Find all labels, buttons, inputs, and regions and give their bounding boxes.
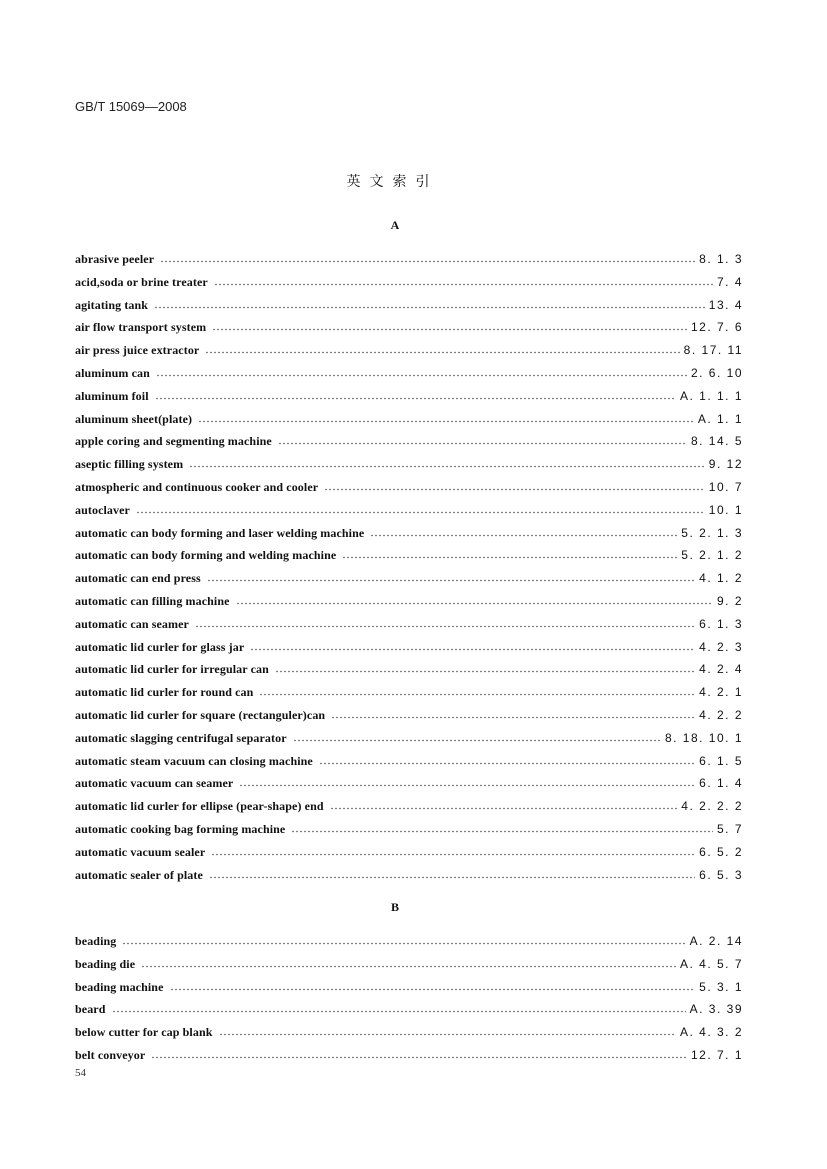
clause-reference: 12. 7. 6 — [690, 320, 743, 335]
index-entry — [75, 525, 743, 541]
dot-leader — [112, 1001, 686, 1013]
index-term: aluminum foil — [75, 388, 149, 403]
index-entry — [75, 479, 743, 495]
clause-reference: A. 2. 14 — [689, 934, 743, 948]
index-entry — [75, 388, 743, 404]
index-term: belt conveyor — [75, 1048, 146, 1062]
clause-reference: 6. 1. 3 — [699, 616, 743, 631]
dot-leader — [293, 730, 661, 742]
index-term: abrasive peeler — [75, 252, 155, 266]
index-entry — [75, 593, 743, 609]
index-entry — [75, 547, 743, 563]
dot-leader — [154, 297, 705, 309]
dot-leader — [319, 753, 695, 765]
dot-leader — [151, 1047, 687, 1059]
dot-leader — [209, 867, 695, 879]
index-term: automatic can end press — [75, 571, 201, 586]
dot-leader — [122, 933, 685, 945]
index-entry — [75, 297, 743, 313]
index-term: aluminum can — [75, 366, 150, 380]
clause-reference: 5. 3. 1 — [699, 979, 743, 994]
index-term: automatic can seamer — [75, 616, 189, 631]
clause-reference: 4. 2. 4 — [699, 662, 743, 677]
clause-reference: 5. 2. 1. 2 — [681, 548, 743, 563]
dot-leader — [160, 251, 695, 263]
index-entry — [75, 867, 743, 883]
index-entry — [75, 661, 743, 677]
index-entry — [75, 844, 743, 860]
index-entry — [75, 456, 743, 472]
index-entry — [75, 798, 743, 814]
index-entry — [75, 365, 743, 381]
clause-reference: 9. 12 — [708, 457, 743, 472]
clause-reference: 4. 2. 2. 2 — [681, 799, 743, 814]
index-term: automatic vacuum sealer — [75, 844, 206, 859]
clause-reference: 8. 18. 10. 1 — [664, 730, 743, 745]
dot-leader — [324, 479, 705, 491]
clause-reference: 5. 2. 1. 3 — [681, 525, 743, 540]
dot-leader — [330, 798, 678, 810]
index-entry — [75, 684, 743, 700]
index-entry — [75, 775, 743, 791]
index-entry — [75, 753, 743, 769]
clause-reference: 6. 1. 4 — [699, 776, 743, 791]
index-term: automatic cooking bag forming machine — [75, 822, 286, 836]
index-term: automatic sealer of plate — [75, 867, 203, 882]
clause-reference: 8. 14. 5 — [690, 434, 743, 449]
section-letter-b: B — [390, 900, 399, 914]
clause-reference: A. 4. 5. 7 — [679, 956, 743, 971]
clause-reference: 8. 1. 3 — [699, 252, 743, 266]
clause-reference: 5. 7 — [716, 822, 743, 836]
dot-leader — [370, 525, 677, 537]
index-entry — [75, 319, 743, 335]
index-term: aluminum sheet(plate) — [75, 411, 193, 426]
index-term: atmospheric and continuous cooker and cooler — [75, 480, 319, 494]
dot-leader — [207, 570, 695, 582]
index-entry — [75, 433, 743, 449]
dot-leader — [156, 365, 687, 377]
index-term: aseptic filling system — [75, 457, 184, 472]
clause-reference: 6. 1. 5 — [699, 753, 743, 768]
index-entry — [75, 821, 743, 837]
index-entry — [75, 707, 743, 723]
clause-reference: 6. 5. 3 — [699, 867, 743, 882]
index-entry — [75, 1001, 743, 1017]
clause-reference: 4. 2. 3 — [699, 639, 743, 654]
index-entry — [75, 274, 743, 290]
index-term: automatic lid curler for ellipse (pear-shape) end — [75, 799, 324, 814]
dot-leader — [239, 775, 695, 787]
clause-reference: 4. 2. 1 — [699, 685, 743, 700]
index-term: automatic lid curler for glass jar — [75, 639, 245, 654]
index-term: automatic lid curler for square (rectanguler)can — [75, 708, 326, 722]
dot-leader — [211, 844, 695, 856]
dot-leader — [141, 956, 676, 968]
dot-leader — [342, 547, 677, 559]
index-term: automatic can filling machine — [75, 594, 230, 608]
index-entry — [75, 1047, 743, 1063]
clause-reference: 2. 6. 10 — [690, 366, 743, 380]
index-term: acid,soda or brine treater — [75, 274, 208, 289]
dot-leader — [250, 639, 695, 651]
page-number: 54 — [75, 1067, 86, 1079]
clause-reference: 7. 4 — [716, 274, 743, 289]
clause-reference: 12. 7. 1 — [690, 1048, 743, 1062]
dot-leader — [331, 707, 695, 719]
index-entry — [75, 933, 743, 949]
index-entry — [75, 956, 743, 972]
dot-leader — [212, 319, 687, 331]
clause-reference: A. 1. 1 — [697, 411, 743, 426]
standard-code: GB/T 15069—2008 — [75, 99, 187, 114]
dot-leader — [189, 456, 705, 468]
index-term: automatic can body forming and laser welding machine — [75, 525, 365, 540]
clause-reference: 4. 2. 2 — [699, 708, 743, 722]
index-entry — [75, 730, 743, 746]
clause-reference: A. 1. 1. 1 — [679, 388, 743, 403]
index-entry — [75, 502, 743, 518]
clause-reference: 10. 1 — [708, 502, 743, 517]
index-term: automatic steam vacuum can closing machine — [75, 753, 313, 768]
index-term: automatic vacuum can seamer — [75, 776, 234, 791]
page-title: 英文索引 — [346, 174, 439, 190]
dot-leader — [278, 433, 687, 445]
index-term: air press juice extractor — [75, 343, 200, 358]
clause-reference: 9. 2 — [716, 594, 743, 608]
dot-leader — [136, 502, 705, 514]
dot-leader — [198, 411, 694, 423]
clause-reference: 8. 17. 11 — [683, 343, 743, 358]
index-term: agitating tank — [75, 297, 149, 312]
index-term: beard — [75, 1002, 106, 1017]
dot-leader — [219, 1024, 676, 1036]
index-term: beading die — [75, 956, 136, 971]
index-entry — [75, 411, 743, 427]
clause-reference: A. 4. 3. 2 — [679, 1025, 743, 1040]
index-term: automatic lid curler for round can — [75, 685, 254, 700]
index-term: beading — [75, 934, 117, 948]
index-entry — [75, 1024, 743, 1040]
index-entry — [75, 570, 743, 586]
index-entry — [75, 979, 743, 995]
clause-reference: 4. 1. 2 — [699, 571, 743, 586]
index-entry — [75, 616, 743, 632]
dot-leader — [214, 274, 713, 286]
dot-leader — [275, 661, 695, 673]
clause-reference: A. 3. 39 — [689, 1002, 743, 1017]
index-term: below cutter for cap blank — [75, 1025, 213, 1040]
section-letter-a: A — [390, 218, 400, 232]
index-term: air flow transport system — [75, 320, 207, 335]
index-term: beading machine — [75, 979, 164, 994]
dot-leader — [291, 821, 713, 833]
dot-leader — [259, 684, 695, 696]
index-entry — [75, 342, 743, 358]
dot-leader — [155, 388, 676, 400]
index-term: automatic can body forming and welding machine — [75, 548, 337, 563]
dot-leader — [170, 979, 696, 991]
dot-leader — [236, 593, 713, 605]
clause-reference: 10. 7 — [708, 480, 743, 494]
index-term: automatic slagging centrifugal separator — [75, 730, 287, 745]
index-entry — [75, 639, 743, 655]
clause-reference: 13. 4 — [708, 297, 743, 312]
dot-leader — [195, 616, 695, 628]
index-term: automatic lid curler for irregular can — [75, 662, 269, 677]
index-entry — [75, 251, 743, 267]
dot-leader — [205, 342, 679, 354]
index-term: apple coring and segmenting machine — [75, 434, 272, 449]
index-term: autoclaver — [75, 502, 130, 517]
clause-reference: 6. 5. 2 — [699, 844, 743, 859]
